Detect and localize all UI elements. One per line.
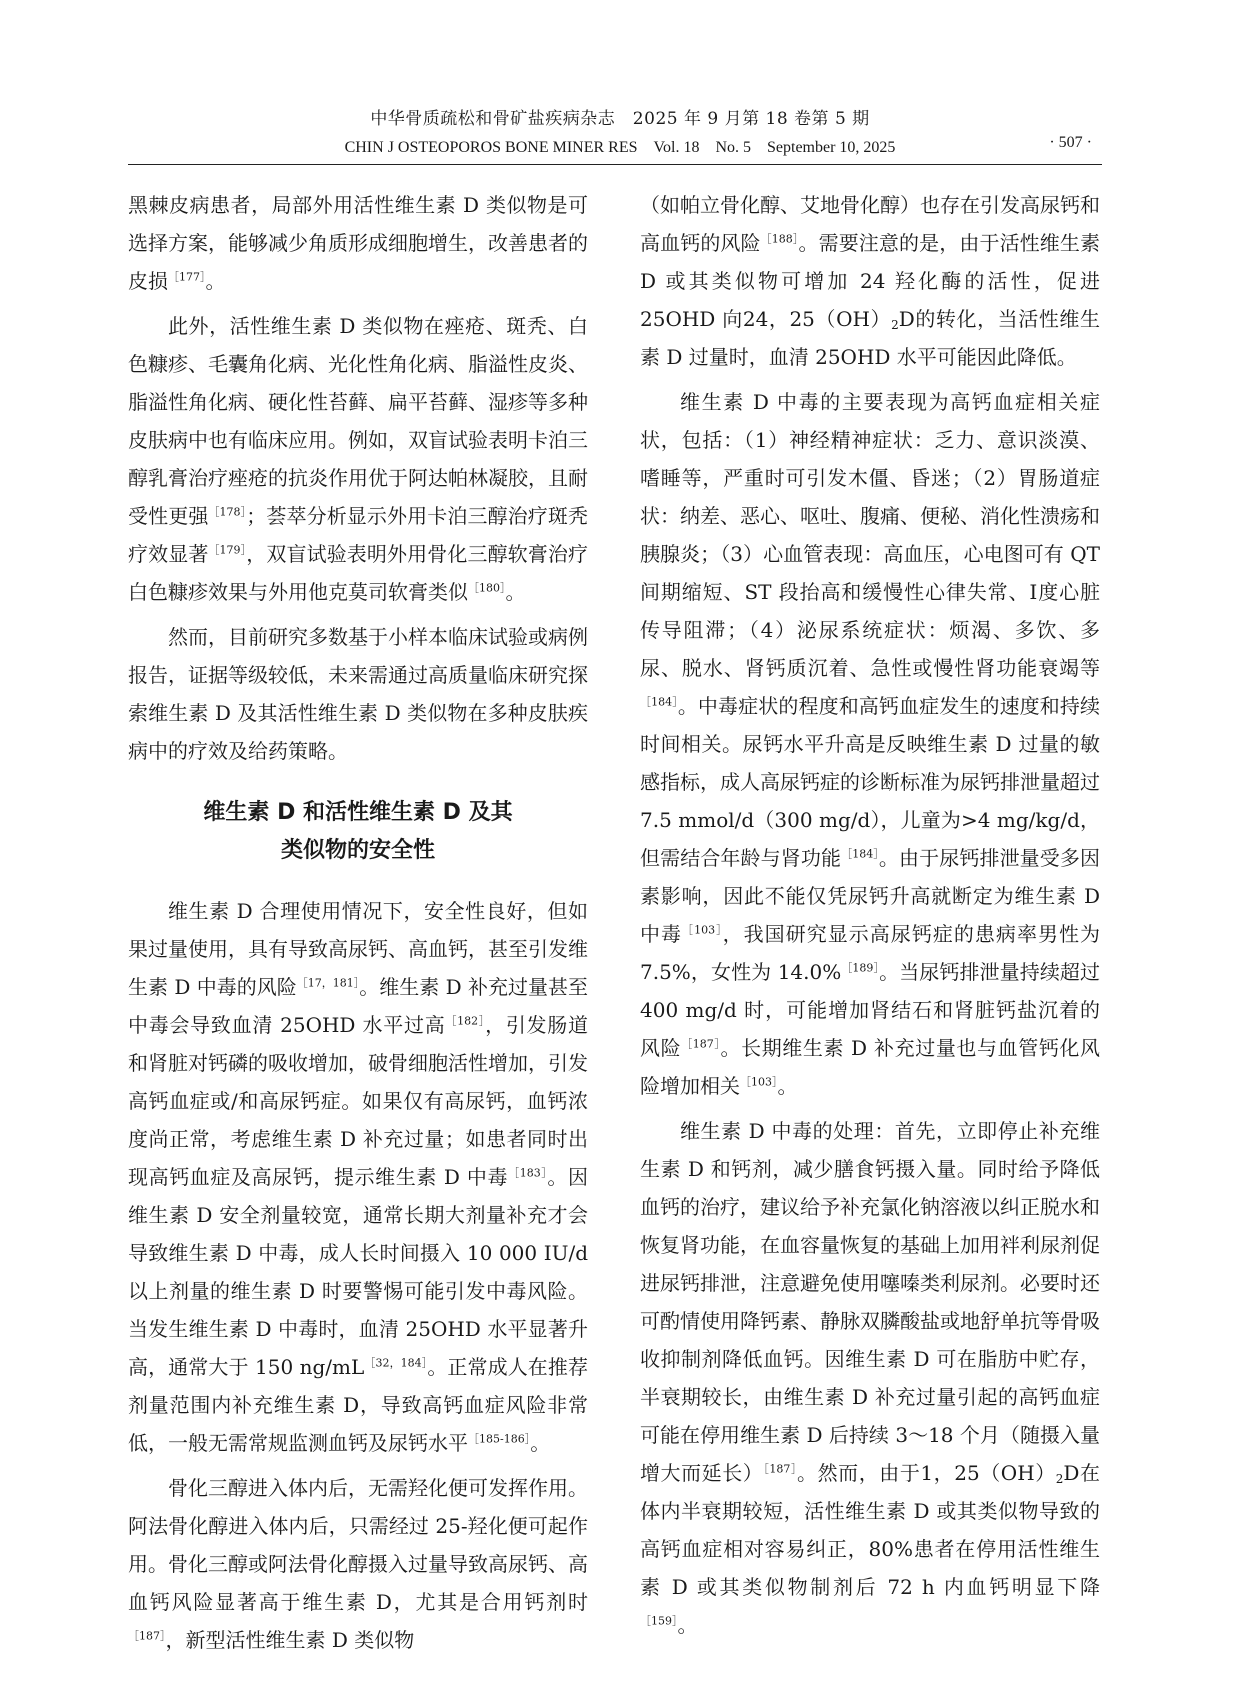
citation-ref: ［184］ [640,695,678,709]
right-column [640,186,1100,1644]
section-heading-line: 类似物的安全性 [280,838,435,863]
text-run: 然而，目前研究多数基于小样本临床试验或病例报告，证据等级较低，未来需通过高质量临床研究探索维生素 D 及其活性维生素 D 类似物在多种皮肤疾病中的疗效及给药策略。 [128,625,588,763]
citation-ref: ［178］ [208,505,247,519]
citation-ref: ［183］ [508,1166,548,1180]
citation-ref: ［103］ [682,923,723,937]
citation-ref: ［159］ [640,1614,678,1628]
text-run: ，双盲试验表明外用骨化三醇软膏治疗白色糠疹效果与外用他克莫司软膏类似 [128,542,589,604]
citation-ref: ［188］ [760,232,799,246]
text-run: 维生素 D 合理使用情况下，安全性良好，但如果过量使用，具有导致高尿钙、高血钙，甚至引发维生素 D 中毒的风险 [128,899,588,999]
journal-header-cn: 中华骨质疏松和骨矿盐疾病杂志 2025 年 9 月第 18 卷第 5 期 [370,109,870,129]
text-run: 。 [777,1074,798,1098]
section-heading-line: 维生素 D 和活性维生素 D 及其 [203,800,513,825]
paragraph [128,1469,588,1659]
text-run: 。 [677,1613,698,1637]
paragraph [128,307,588,611]
left-column [128,186,588,1659]
text-run: 。长期维生素 D 补充过量也与血管钙化风险增加相关 [640,1036,1101,1098]
paragraph [640,383,1100,1105]
header-rule [128,164,1102,165]
citation-ref: ［184］ [841,847,879,861]
citation-ref: ［187］ [763,1462,798,1476]
text-run: 。当尿钙排泄量持续超过 400 mg/d 时，可能增加肾结石和肾脏钙盐沉着的风险 [640,960,1101,1060]
citation-ref: ［179］ [208,543,247,557]
text-run: 。需要注意的是，由于活性维生素 D 或其类似物可增加 24 羟化酶的活性，促进 25OHD 向24，25（OH） [640,231,1101,331]
text-run: 骨化三醇进入体内后，无需羟化便可发挥作用。阿法骨化醇进入体内后，只需经过 25-羟化便可起作用。骨化三醇或阿法骨化醇摄入过量导致高尿钙、高血钙风险显著高于维生素 D，尤其是合用钙剂时 [128,1476,588,1614]
citation-ref: ［180］ [468,581,506,595]
text-run: D在体内半衰期较短，活性维生素 D 或其类似物导致的高钙血症相对容易纠正，80%患者在停用活性维生素 D 或其类似物制剂后 72 h 内血钙明显下降 [640,1461,1101,1599]
citation-ref: ［182］ [445,1014,486,1028]
text-run: 。 [505,580,526,604]
paragraph [128,618,588,770]
citation-ref: ［187］ [681,1037,721,1051]
text-run: 。正常成人在推荐剂量范围内补充维生素 D，导致高钙血症风险非常低，一般无需常规监测血钙及尿钙水平 [128,1355,588,1455]
subscript: 2 [891,318,899,332]
text-run: 此外，活性维生素 D 类似物在痤疮、斑秃、白色糠疹、毛囊角化病、光化性角化病、脂溢性皮炎、脂溢性角化病、硬化性苔藓、扁平苔藓、湿疹等多种皮肤病中也有临床应用。例如，双盲试验表明卡泊三醇乳膏治疗痤疮的抗炎作用优于阿达帕林凝胶，且耐受性更强 [128,314,588,528]
text-run: （如帕立骨化醇、艾地骨化醇）也存在引发高尿钙和高血钙的风险 [640,193,1100,255]
text-run: 。 [205,269,226,293]
page-number: · 507 · [1049,134,1092,151]
text-run: D的转化，当活性维生素 D 过量时，血清 25OHD 水平可能因此降低。 [640,307,1100,369]
text-run: 。维生素 D 补充过量甚至中毒会导致血清 25OHD 水平过高 [128,975,588,1037]
text-run: ，新型活性维生素 D 类似物 [165,1628,415,1652]
text-run: ，我国研究显示高尿钙症的患病率男性为 7.5%，女性为 14.0% [640,922,1101,984]
section-heading [128,794,588,870]
text-run: ，引发肠道和肾脏对钙磷的吸收增加，破骨细胞活性增加，引发高钙血症或/和高尿钙症。如果仅有高尿钙，血钙浓度尚正常，考虑维生素 D 补充过量；如患者同时出现高钙血症及高尿钙，提示维生素 D 中毒 [128,1013,588,1189]
text-run: 黑棘皮病患者，局部外用活性维生素 D 类似物是可选择方案，能够减少角质形成细胞增生，改善患者的皮损 [128,193,588,293]
citation-ref: ［17，181］ [296,976,360,990]
subscript: 2 [1055,1472,1064,1486]
paragraph [128,892,588,1462]
text-run: 。由于尿钙排泄量受多因素影响，因此不能仅凭尿钙升高就断定为维生素 D 中毒 [640,846,1101,946]
journal-header-en: CHIN J OSTEOPOROS BONE MINER RES Vol. 18 No. 5 September 10, 2025 [344,139,896,156]
citation-ref: ［103］ [740,1075,778,1089]
citation-ref: ［177］ [168,270,206,284]
text-run: 。然而，由于1，25（OH） [797,1461,1056,1485]
text-run: 。因维生素 D 安全剂量较宽，通常长期大剂量补充才会导致维生素 D 中毒，成人长时间摄入 10 000 IU/d 以上剂量的维生素 D 时要警惕可能引发中毒风险。当发生维生素 D 中毒时，血清 25OHD 水平显著升高，通常大于 150 ng/mL [128,1165,589,1379]
citation-ref: ［32，184］ [364,1356,428,1370]
text-run: 。 [530,1431,551,1455]
paragraph [640,186,1100,376]
text-run: ；荟萃分析显示外用卡泊三醇治疗斑秃疗效显著 [128,504,589,566]
citation-ref: ［187］ [128,1629,166,1643]
citation-ref: ［189］ [841,961,880,975]
text-run: 维生素 D 中毒的处理：首先，立即停止补充维生素 D 和钙剂，减少膳食钙摄入量。同时给予降低血钙的治疗，建议给予补充氯化钠溶液以纠正脱水和恢复肾功能，在血容量恢复的基础上加用袢利尿剂促进尿钙排泄，注意避免使用噻嗪类利尿剂。必要时还可酌情使用降钙素、静脉双膦酸盐或地舒单抗等骨吸收抑制剂降低血钙。因维生素 D 可在脂肪中贮存，半衰期较长，由维生素 D 补充过量引起的高钙血症可能在停用维生素 D 后持续 3～18 个月（随摄入量增大而延长） [640,1119,1100,1485]
citation-ref: ［185-186］ [468,1432,531,1446]
paragraph [128,186,588,300]
paragraph [640,1112,1100,1644]
text-run: 。中毒症状的程度和高钙血症发生的速度和持续时间相关。尿钙水平升高是反映维生素 D 过量的敏感指标，成人高尿钙症的诊断标准为尿钙排泄量超过 7.5 mmol/d（300 mg/d），儿童为>4 mg/kg/d，但需结合年龄与肾功能 [640,694,1101,870]
text-run: 维生素 D 中毒的主要表现为高钙血症相关症状，包括：（1）神经精神症状：乏力、意识淡漠、嗜睡等，严重时可引发木僵、昏迷；（2）胃肠道症状：纳差、恶心、呕吐、腹痛、便秘、消化性溃疡和胰腺炎；（3）心血管表现：高血压，心电图可有 QT 间期缩短、ST 段抬高和缓慢性心律失常、Ⅰ度心脏传导阻滞；（4）泌尿系统症状：烦渴、多饮、多尿、脱水、肾钙质沉着、急性或慢性肾功能衰竭等 [640,390,1100,680]
